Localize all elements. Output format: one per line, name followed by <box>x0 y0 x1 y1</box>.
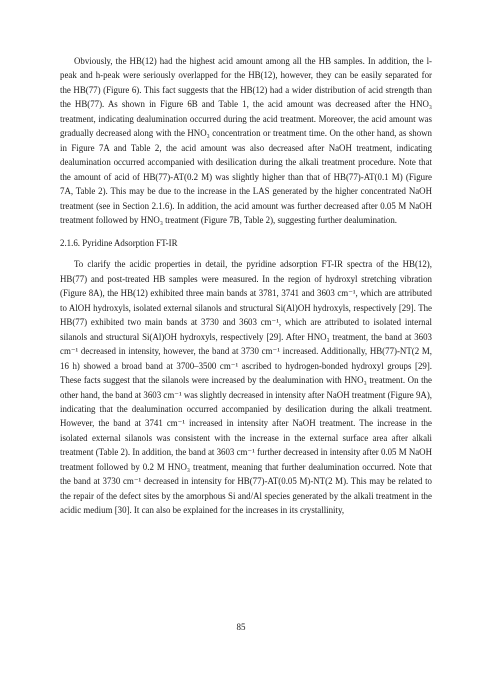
page-body <box>60 54 432 518</box>
page-number: 85 <box>236 622 246 632</box>
paragraph-acid-amount: Obviously, the HB(12) had the highest acid amount among all the HB samples. In addition, the l-peak and h-peak were seriously overlapped for the HB(12), however, they can be easily separated for the HB(77) (Figure 6). This fact suggests that the HB(12) had a wider distribution of acid strength than the HB(77). As shown in Figure 6B and Table 1, the acid amount was decreased after the HNO₃ treatment, indicating dealumination occurred during the acid treatment. Moreover, the acid amount was gradually decreased along with the HNO₃ concentration or treatment time. On the other hand, as shown in Figure 7A and Table 2, the acid amount was also decreased after NaOH treatment, indicating dealumination occurred accompanied with desilication during the alkali treatment procedure. Note that the amount of acid of HB(77)-AT(0.2 M) was slightly higher than that of HB(77)-AT(0.1 M) (Figure 7A, Table 2). This may be due to the increase in the LAS generated by the higher concentrated NaOH treatment (see in Section 2.1.6). In addition, the acid amount was further decreased after 0.05 M NaOH treatment followed by HNO₃ treatment (Figure 7B, Table 2), suggesting further dealumination. <box>60 56 432 225</box>
section-heading: 2.1.6. Pyridine Adsorption FT-IR <box>60 238 178 249</box>
paragraph-pyridine-ftir: To clarify the acidic properties in detail, the pyridine adsorption FT-IR spectra of the HB(12), HB(77) and post-treated HB samples were measured. In the region of hydroxyl stretching vibration (Figure 8A), the HB(12) exhibited three main bands at 3781, 3741 and 3603 cm⁻¹, which are attributed to AlOH hydroxyls, isolated external silanols and structural Si(Al)OH hydroxyls, respectively [29]. The HB(77) exhibited two main bands at 3730 and 3603 cm⁻¹, which are attributed to isolated internal silanols and structural Si(Al)OH hydroxyls, respectively [29]. After HNO₃ treatment, the band at 3603 cm⁻¹ decreased in intensity, however, the band at 3730 cm⁻¹ increased. Additionally, HB(77)-NT(2 M, 16 h) showed a broad band at 3700–3500 cm⁻¹ ascribed to hydrogen-bonded hydroxyl groups [29]. These facts suggest that the silanols were increased by the dealumination with HNO₃ treatment. On the other hand, the band at 3603 cm⁻¹ was slightly decreased in intensity after NaOH treatment (Figure 9A), indicating that the dealumination occurred accompanied by desilication during the alkali treatment. However, the band at 3741 cm⁻¹ increased in intensity after NaOH treatment. The increase in the isolated external silanols was consistent with the increase in the external surface area after alkali treatment (Table 2). In addition, the band at 3603 cm⁻¹ further decreased in intensity after 0.05 M NaOH treatment followed by 0.2 M HNO₃ treatment, meaning that further dealumination occurred. Note that the band at 3730 cm⁻¹ decreased in intensity for HB(77)-AT(0.05 M)-NT(2 M). This may be related to the repair of the defect sites by the amorphous Si and/Al species generated by the alkali treatment in the acidic medium [30]. It can also be explained for the increases in its crystallinity, <box>60 259 432 516</box>
